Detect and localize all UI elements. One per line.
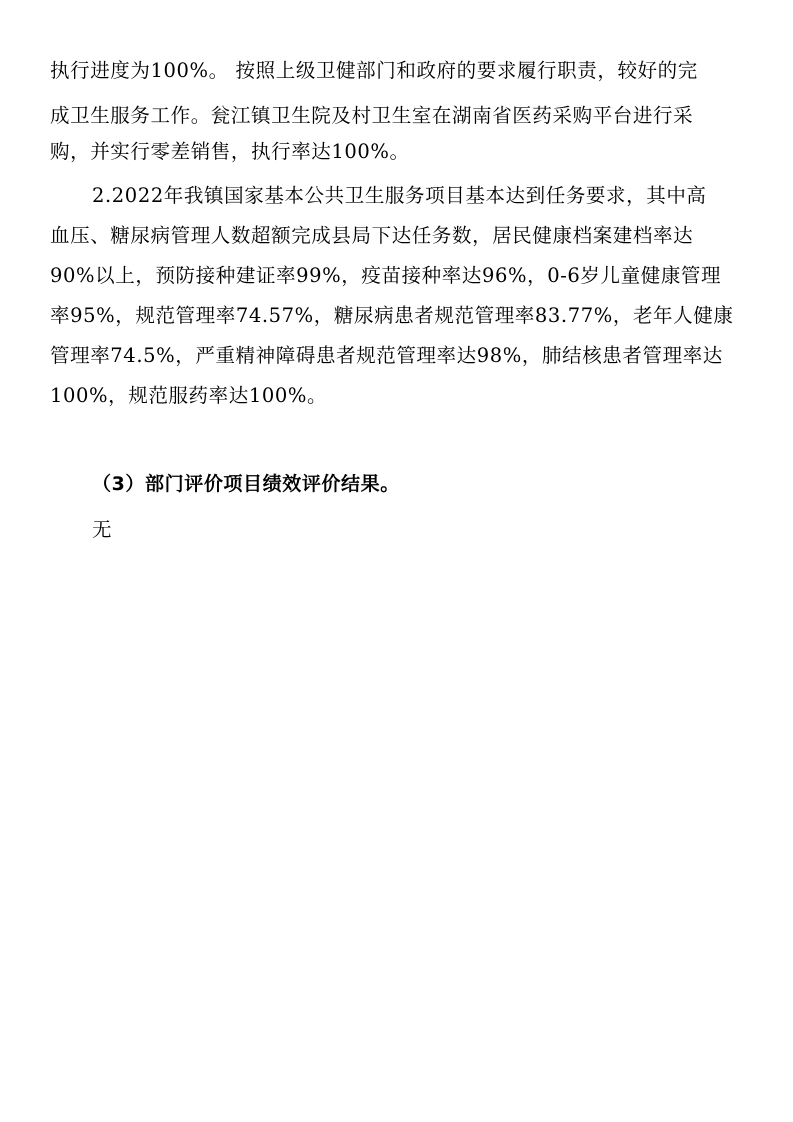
paragraph1-line2: 成卫生服务工作。瓮江镇卫生院及村卫生室在湖南省医药采购平台进行采	[50, 104, 694, 127]
paragraph2-line2: 血压、糖尿病管理人数超额完成县局下达任务数，居民健康档案建档率达	[50, 224, 694, 247]
section3-heading: （3）部门评价项目绩效评价结果。	[92, 473, 400, 495]
paragraph2-line3: 90%以上，预防接种建证率99%，疫苗接种率达96%，0-6岁儿童健康管理	[50, 264, 722, 287]
paragraph1-line3: 购，并实行零差销售，执行率达100%。	[50, 140, 410, 163]
paragraph2-line4: 率95%，规范管理率74.57%，糖尿病患者规范管理率83.77%，老年人健康	[50, 304, 734, 327]
paragraph1-line1: 执行进度为100%。 按照上级卫健部门和政府的要求履行职责，较好的完	[50, 59, 698, 82]
paragraph2-line5: 管理率74.5%，严重精神障碍患者规范管理率达98%，肺结核患者管理率达	[50, 344, 723, 367]
paragraph2-line6: 100%，规范服药率达100%。	[50, 384, 328, 407]
section3-body: 无	[92, 518, 113, 541]
paragraph2-line1: 2.2022年我镇国家基本公共卫生服务项目基本达到任务要求，其中高	[92, 184, 707, 207]
